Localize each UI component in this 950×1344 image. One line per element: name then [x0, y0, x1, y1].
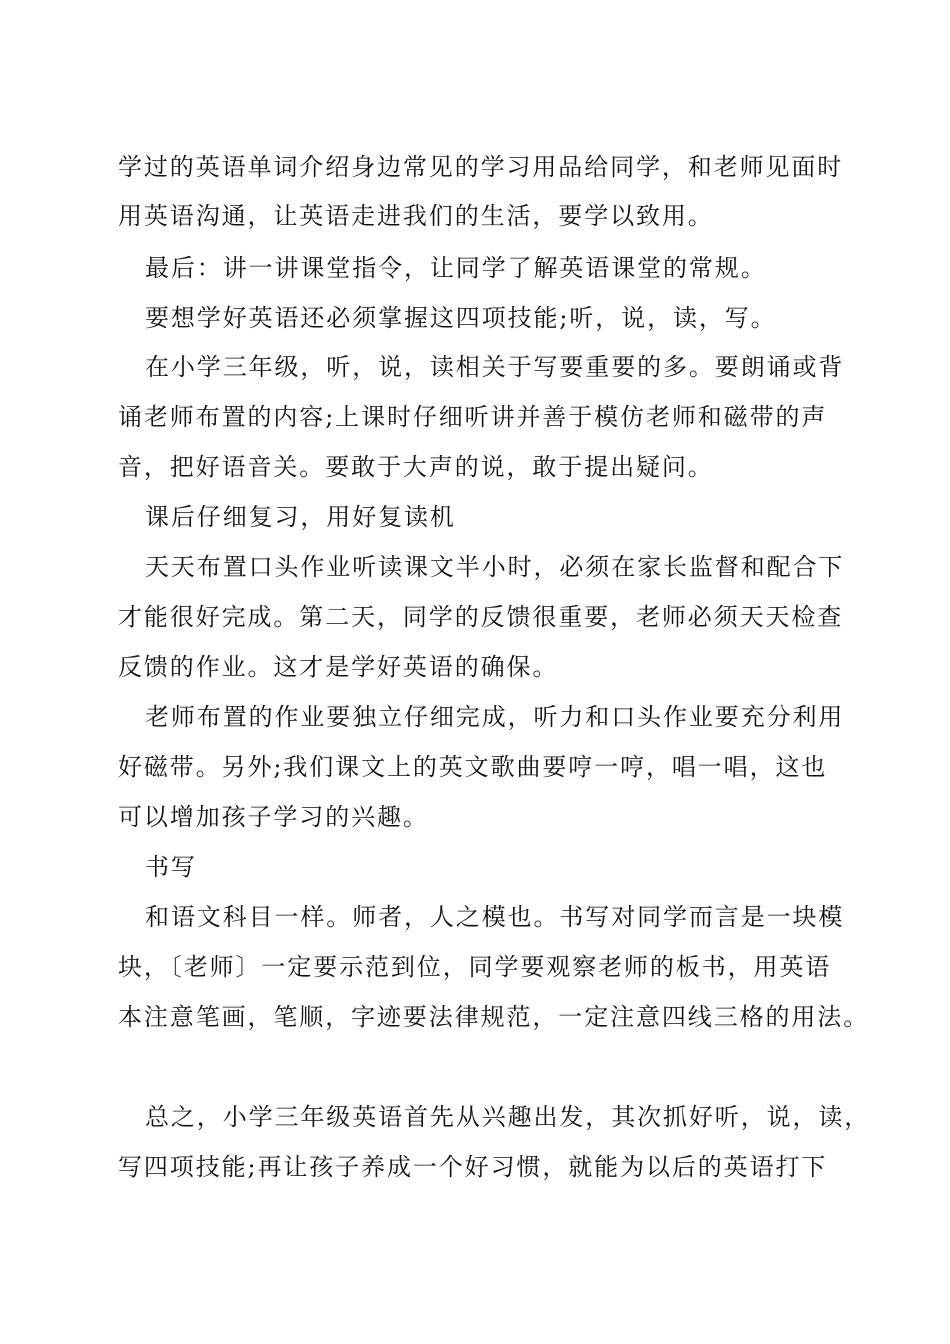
section-heading: 书写 — [145, 853, 197, 881]
text-line: 才能很好完成。第二天，同学的反馈很重要，老师必须天天检查 — [118, 603, 844, 631]
text-line: 老师布置的作业要独立仔细完成，听力和口头作业要充分利用 — [145, 703, 845, 731]
text-line: 块，〔老师〕一定要示范到位，同学要观察老师的板书，用英语 — [118, 953, 832, 981]
text-line: 写四项技能;再让孩子养成一个好习惯，就能为以后的英语打下 — [118, 1153, 828, 1181]
text-line: 可以增加孩子学习的兴趣。 — [118, 803, 429, 831]
text-line: 本注意笔画，笔顺，字迹要法律规范，一定注意四线三格的用法。 — [118, 1003, 870, 1031]
text-line: 诵老师布置的内容;上课时仔细听讲并善于模仿老师和磁带的声 — [118, 403, 828, 431]
text-line: 总之，小学三年级英语首先从兴趣出发，其次抓好听，说，读， — [145, 1103, 871, 1131]
text-line: 好磁带。另外;我们课文上的英文歌曲要哼一哼，唱一唱，这也 — [118, 753, 828, 781]
text-line: 天天布置口头作业听读课文半小时，必须在家长监督和配合下 — [145, 553, 845, 581]
text-line: 课后仔细复习，用好复读机 — [145, 503, 456, 531]
text-line: 和语文科目一样。师者，人之模也。书写对同学而言是一块模 — [145, 903, 845, 931]
text-line: 用英语沟通，让英语走进我们的生活，要学以致用。 — [118, 202, 714, 230]
text-line: 反馈的作业。这才是学好英语的确保。 — [118, 653, 559, 681]
text-line: 音，把好语音关。要敢于大声的说，敢于提出疑问。 — [118, 453, 714, 481]
text-line: 要想学好英语还必须掌握这四项技能;听，说，读，写。 — [145, 304, 777, 332]
text-line: 在小学三年级，听，说，读相关于写要重要的多。要朗诵或背 — [145, 353, 845, 381]
text-line: 最后：讲一讲课堂指令，让同学了解英语课堂的常规。 — [145, 254, 767, 282]
text-line: 学过的英语单词介绍身边常见的学习用品给同学，和老师见面时 — [118, 153, 844, 181]
